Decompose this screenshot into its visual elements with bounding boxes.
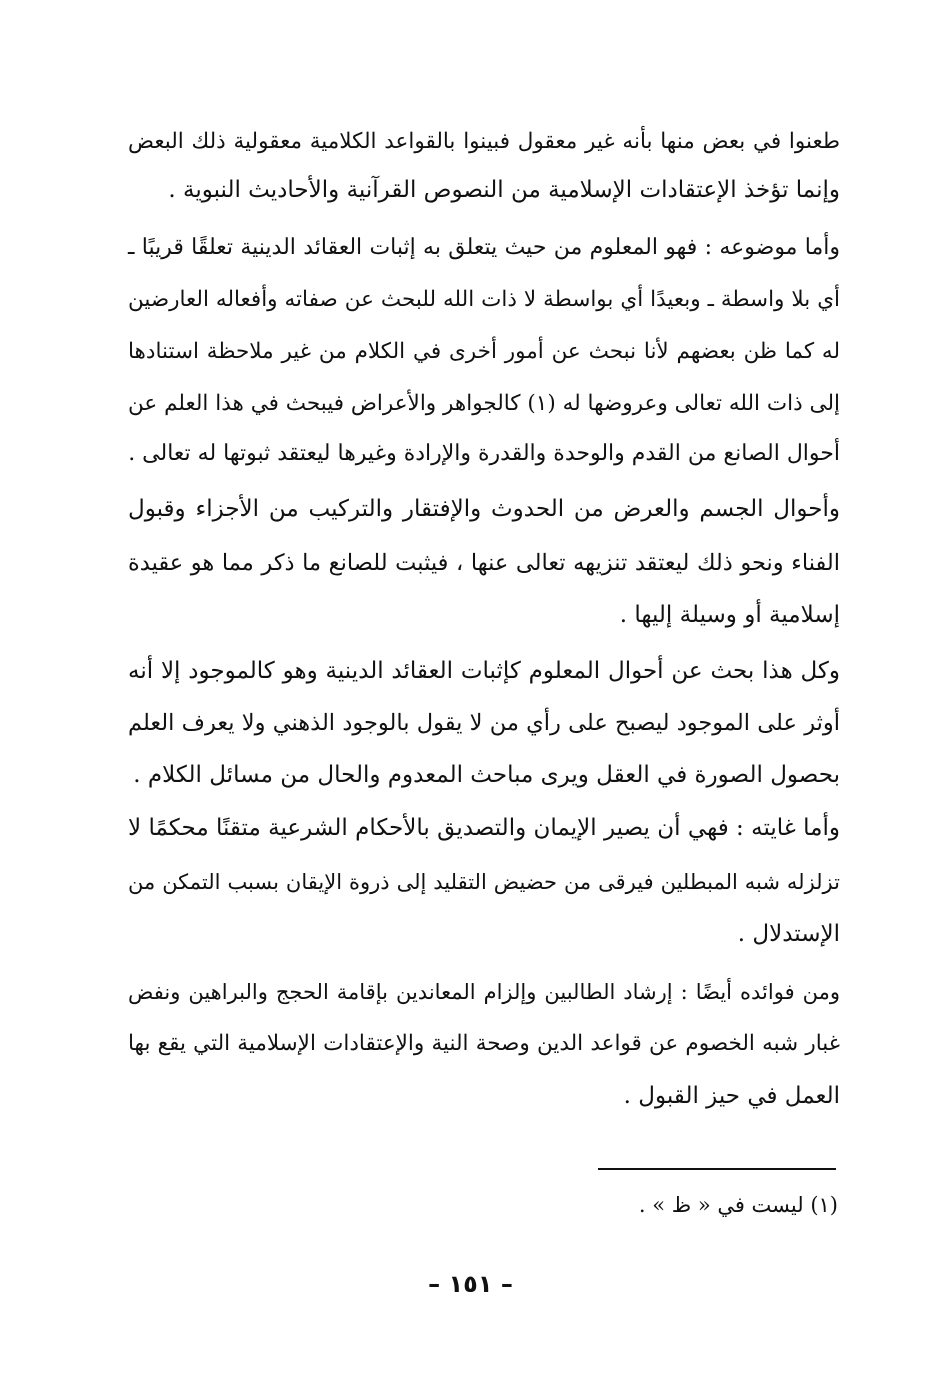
text-line: تزلزله شبه المبطلين فيرقى من حضيض التقليد إلى ذروة الإيقان بسبب التمكن من [128,870,840,894]
text-line: أي بلا واسطة ـ وبعيدًا أي بواسطة لا ذات الله للبحث عن صفاته وأفعاله العارضين [128,287,840,312]
text-line: إسلامية أو وسيلة إليها . [619,602,840,628]
text-line: العمل في حيز القبول . [623,1083,840,1109]
text-line: ومن فوائده أيضًا : إرشاد الطالبين وإلزام المعاندين بإقامة الحجج والبراهين ونفض [128,980,840,1004]
text-line: إلى ذات الله تعالى وعروضها له (١) كالجواهر والأعراض فيبحث في هذا العلم عن [128,391,840,416]
text-line: طعنوا في بعض منها بأنه غير معقول فبينوا بالقواعد الكلامية معقولية ذلك البعض [128,129,840,154]
footnote: (١) ليست في « ظ » . [638,1193,838,1217]
text-line: بحصول الصورة في العقل ويرى مباحث المعدوم والحال من مسائل الكلام . [133,762,840,788]
text-line: وكل هذا بحث عن أحوال المعلوم كإثبات العقائد الدينية وهو كالموجود إلا أنه [128,658,840,684]
text-line: أحوال الصانع من القدم والوحدة والقدرة والإرادة وغيرها ليعتقد ثبوتها له تعالى . [128,441,840,466]
text-line: غبار شبه الخصوم عن قواعد الدين وصحة النية والإعتقادات الإسلامية التي يقع بها [128,1031,840,1056]
text-line: وأما موضوعه : فهو المعلوم من حيث يتعلق به إثبات العقائد الدينية تعلقًا قريبًا ـ [128,235,840,260]
text-line: وإنما تؤخذ الإعتقادات الإسلامية من النصوص القرآنية والأحاديث النبوية . [168,177,840,203]
text-line: الفناء ونحو ذلك ليعتقد تنزيهه تعالى عنها ، فيثبت للصانع ما ذكر مما هو عقيدة [128,550,840,576]
text-line: وأحوال الجسم والعرض من الحدوث والإفتقار والتركيب من الأجزاء وقبول [128,496,840,522]
page-number: – ١٥١ – [428,1270,513,1298]
text-line: له كما ظن بعضهم لأنا نبحث عن أمور أخرى في الكلام من غير ملاحظة استنادها [128,339,840,364]
footnote-separator [598,1168,836,1170]
text-line: أوثر على الموجود ليصبح على رأي من لا يقول بالوجود الذهني ولا يعرف العلم [128,710,840,736]
text-line: الإستدلال . [737,921,840,947]
text-line: وأما غايته : فهي أن يصير الإيمان والتصديق بالأحكام الشرعية متقنًا محكمًا لا [128,815,840,841]
